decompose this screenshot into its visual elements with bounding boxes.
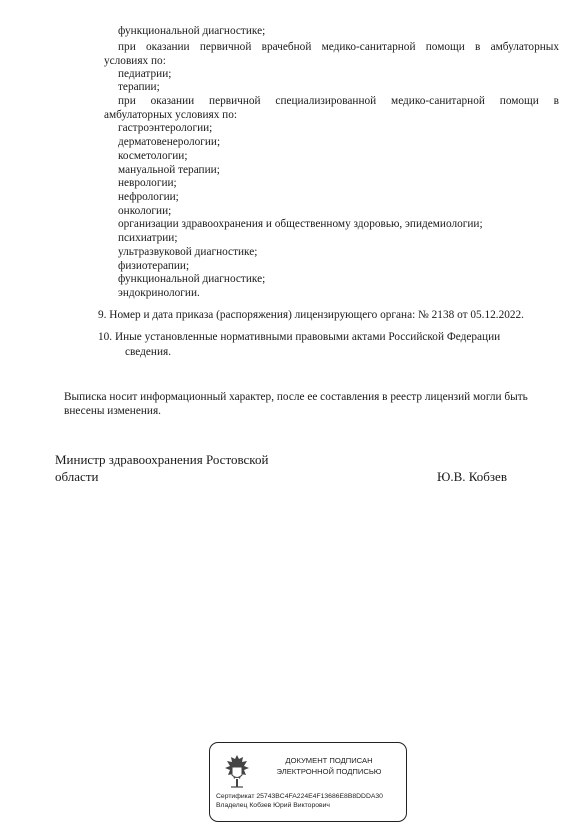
item-10-line-2: сведения. xyxy=(125,346,172,358)
body-line: функциональной диагностике; xyxy=(118,25,266,37)
body-line: при оказании первичной врачебной медико-санитарной помощи в амбулаторных xyxy=(118,41,559,53)
body-line: гастроэнтерологии; xyxy=(118,122,213,134)
notice-line-2: внесены изменения. xyxy=(64,405,161,417)
coat-of-arms-icon xyxy=(222,753,252,789)
item-9-order-number: 9. Номер и дата приказа (распоряжения) лицензирующего органа: № 2138 от 05.12.2022. xyxy=(98,309,524,321)
certificate-number: Сертификат 25743BC4FA224E4F13686E8B8DDDA30 xyxy=(216,793,383,800)
body-line: неврологии; xyxy=(118,177,177,189)
certificate-owner: Владелец Кобзев Юрий Викторович xyxy=(216,802,330,809)
signature-title-line-1: ДОКУМЕНТ ПОДПИСАН xyxy=(285,756,373,765)
body-line: косметологии; xyxy=(118,150,188,162)
item-10-line-1: 10. Иные установленные нормативными правовыми актами Российской Федерации xyxy=(98,331,501,343)
body-line: эндокринологии. xyxy=(118,287,200,299)
signature-title-line-2: ЭЛЕКТРОННОЙ ПОДПИСЬЮ xyxy=(276,767,382,776)
body-line: физиотерапии; xyxy=(118,260,190,272)
signatory-position-cont: области xyxy=(55,469,99,484)
body-line: мануальной терапии; xyxy=(118,164,220,176)
body-line: условиях по: xyxy=(104,55,166,67)
body-line: психиатрии; xyxy=(118,232,178,244)
body-line: терапии; xyxy=(118,81,160,93)
body-line: функциональной диагностике; xyxy=(118,273,266,285)
signatory-position: Министр здравоохранения Ростовской xyxy=(55,452,269,467)
notice-line-1: Выписка носит информационный характер, после ее составления в реестр лицензий могли быть xyxy=(64,391,528,403)
body-line: дерматовенерологии; xyxy=(118,136,221,148)
body-line: онкологии; xyxy=(118,205,172,217)
body-line: при оказании первичной специализированной медико-санитарной помощи в xyxy=(118,95,559,107)
body-line: организации здравоохранения и общественному здоровью, эпидемиологии; xyxy=(118,218,483,230)
body-line: педиатрии; xyxy=(118,68,172,80)
electronic-signature-stamp xyxy=(209,742,407,822)
body-line: нефрологии; xyxy=(118,191,179,203)
body-line: ультразвуковой диагностике; xyxy=(118,246,258,258)
body-line: амбулаторных условиях по: xyxy=(104,109,238,121)
signatory-name: Ю.В. Кобзев xyxy=(437,469,507,484)
